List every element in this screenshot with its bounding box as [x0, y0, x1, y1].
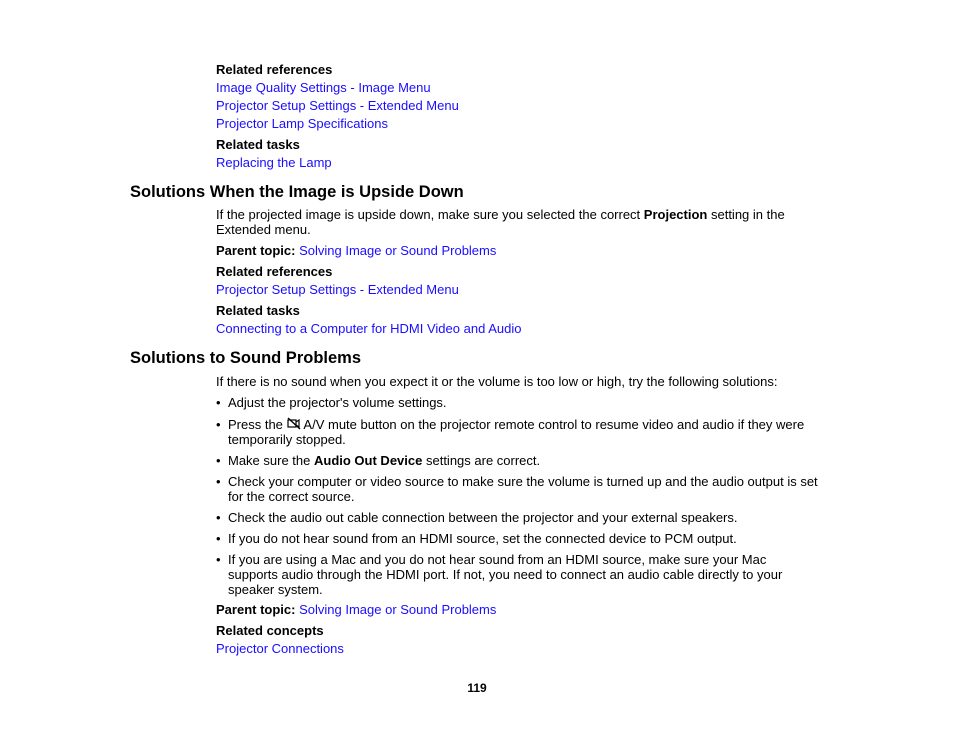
- link-replacing-the-lamp[interactable]: Replacing the Lamp: [216, 155, 332, 170]
- related-tasks-label: Related tasks: [216, 137, 300, 152]
- audio-out-device-term: Audio Out Device: [314, 453, 423, 468]
- link-projector-setup-settings[interactable]: Projector Setup Settings - Extended Menu: [216, 282, 459, 297]
- upside-down-paragraph-line2: Extended menu.: [216, 222, 311, 237]
- bullet-marker: •: [216, 474, 221, 489]
- bullet-text-line1: Check your computer or video source to make sure the volume is turned up and the audio output is set: [228, 474, 818, 489]
- bullet-text: [228, 474, 828, 504]
- parent-topic-label: Parent topic:: [216, 602, 296, 617]
- link-connecting-computer-hdmi[interactable]: Connecting to a Computer for HDMI Video and Audio: [216, 321, 522, 336]
- bullet-text: [228, 417, 828, 447]
- bullet-text: [228, 552, 828, 597]
- projection-term: Projection: [643, 207, 708, 222]
- bullet-text-line2: for the correct source.: [228, 489, 355, 504]
- related-concepts-label: Related concepts: [216, 623, 324, 638]
- bullet-marker: •: [216, 510, 221, 525]
- related-references-label: Related references: [216, 264, 333, 279]
- para-text: setting in the: [707, 207, 785, 222]
- bullet-marker: •: [216, 417, 221, 432]
- bullet-text-line3: speaker system.: [228, 582, 323, 597]
- link-projector-connections[interactable]: Projector Connections: [216, 641, 344, 656]
- heading-upside-down: Solutions When the Image is Upside Down: [130, 183, 464, 201]
- sound-intro: If there is no sound when you expect it or the volume is too low or high, try the following solutions:: [216, 374, 778, 389]
- para-text: If the projected image is upside down, make sure you selected the correct: [216, 207, 644, 222]
- bullet-text-part: Press the: [228, 417, 287, 432]
- related-tasks-label: Related tasks: [216, 303, 300, 318]
- bullet-marker: •: [216, 395, 221, 410]
- page-number: 119: [467, 681, 487, 695]
- related-references-label: Related references: [216, 62, 333, 77]
- bullet-text-line2: supports audio through the HDMI port. If not, you need to connect an audio cable directly to your: [228, 567, 783, 582]
- bullet-text: If you do not hear sound from an HDMI source, set the connected device to PCM output.: [228, 531, 737, 546]
- bullet-text-line1: If you are using a Mac and you do not hear sound from an HDMI source, make sure your Mac: [228, 552, 767, 567]
- bullet-marker: •: [216, 453, 221, 468]
- bullet-text: Check the audio out cable connection between the projector and your external speakers.: [228, 510, 738, 525]
- link-projector-setup-settings[interactable]: Projector Setup Settings - Extended Menu: [216, 98, 459, 113]
- bullet-text: Adjust the projector's volume settings.: [228, 395, 447, 410]
- parent-topic: [216, 243, 496, 258]
- link-projector-lamp-specifications[interactable]: Projector Lamp Specifications: [216, 116, 388, 131]
- parent-topic-label: Parent topic:: [216, 243, 296, 258]
- bullet-text-part: Make sure the: [228, 453, 314, 468]
- bullet-text-line2: temporarily stopped.: [228, 432, 346, 447]
- av-mute-icon: [287, 417, 301, 430]
- bullet-marker: •: [216, 531, 221, 546]
- link-image-quality-settings[interactable]: Image Quality Settings - Image Menu: [216, 80, 431, 95]
- parent-topic: [216, 602, 496, 617]
- bullet-text-part: settings are correct.: [422, 453, 541, 468]
- bullet-text: [228, 453, 828, 468]
- link-solving-image-or-sound-problems[interactable]: Solving Image or Sound Problems: [299, 602, 497, 617]
- link-solving-image-or-sound-problems[interactable]: Solving Image or Sound Problems: [299, 243, 497, 258]
- bullet-marker: •: [216, 552, 221, 567]
- bullet-text-part: A/V mute button on the projector remote control to resume video and audio if they were: [300, 417, 805, 432]
- heading-sound-problems: Solutions to Sound Problems: [130, 349, 361, 367]
- upside-down-paragraph-line1: [216, 207, 785, 222]
